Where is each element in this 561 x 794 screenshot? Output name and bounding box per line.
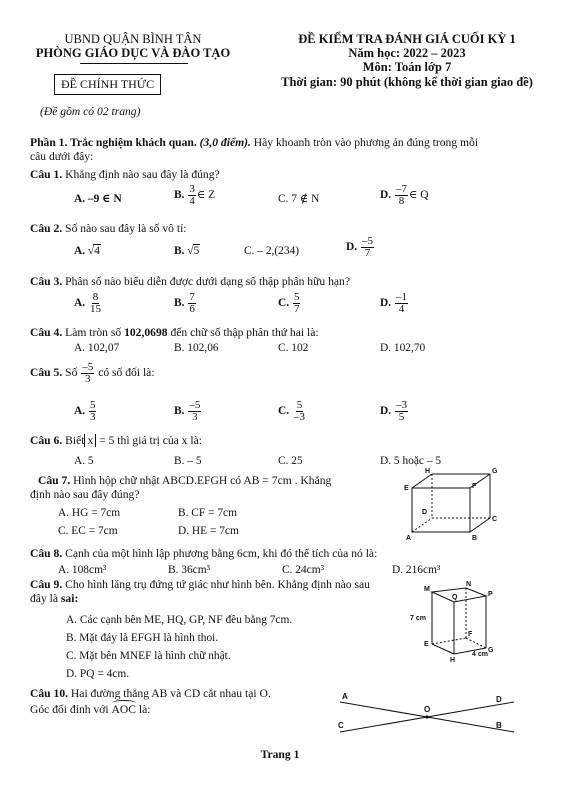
- q2-option-b[interactable]: B. √5: [174, 245, 200, 257]
- svg-text:D: D: [422, 509, 428, 516]
- part1-title: Phần 1. Trắc nghiệm khách quan.: [30, 136, 197, 149]
- svg-text:A: A: [406, 535, 412, 542]
- q3-option-a[interactable]: A. $\frac{8}{15}$: [74, 291, 101, 315]
- svg-text:H: H: [425, 468, 431, 475]
- header-divider: [80, 63, 188, 64]
- q7-option-d[interactable]: D. HE = 7cm: [178, 525, 239, 537]
- question-7-cont: định nào sau đây đúng?: [30, 488, 140, 501]
- q4-option-d[interactable]: D. 102,70: [380, 342, 426, 354]
- q6-option-d[interactable]: D. 5 hoặc – 5: [380, 455, 442, 467]
- svg-text:O: O: [424, 705, 431, 714]
- q5-option-a[interactable]: A. $\frac{5}{3}$: [74, 399, 96, 423]
- q6-option-a[interactable]: A. 5: [74, 455, 94, 467]
- q4-option-a[interactable]: A. 102,07: [74, 342, 120, 354]
- svg-text:G: G: [492, 468, 498, 475]
- question-9: Câu 9. Cho hình lăng trụ đứng tứ giác như hình bên. Khẳng định nào sau: [30, 578, 370, 591]
- svg-text:H: H: [450, 657, 456, 664]
- question-8: Câu 8. Cạnh của một hình lập phương bằng 6cm, khi đó thể tích của nó là:: [30, 547, 378, 560]
- official-badge: ĐỀ CHÍNH THỨC: [54, 74, 161, 95]
- q1-option-b[interactable]: B. $\frac{3}{4}$ ∈ Z: [174, 183, 216, 207]
- svg-text:M: M: [424, 586, 430, 593]
- part1-instruction: Hãy khoanh tròn vào phương án đúng trong mỗi: [253, 136, 479, 149]
- question-10: Câu 10. Hai đường thẳng AB và CD cắt nhau tại O.: [30, 687, 271, 700]
- svg-text:C: C: [338, 721, 344, 730]
- question-1: Câu 1. Khẳng định nào sau đây là đúng?: [30, 168, 220, 181]
- svg-text:G: G: [488, 647, 494, 654]
- question-9-cont: đây là sai:: [30, 592, 79, 605]
- question-5: Câu 5. Số $\frac{-5}{3}$ có số đối là:: [30, 361, 155, 385]
- svg-text:Q: Q: [452, 594, 458, 601]
- svg-text:7 cm: 7 cm: [410, 615, 426, 622]
- q5-option-c[interactable]: C. $\frac{5}{-3}$: [278, 399, 305, 423]
- q1-option-c[interactable]: C. 7 ∉ N: [278, 193, 320, 205]
- q2-option-a[interactable]: A. √4: [74, 245, 100, 257]
- page-number: Trang 1: [260, 748, 300, 761]
- q1-option-d[interactable]: D. $\frac{-7}{8}$ ∈ Q: [380, 183, 429, 207]
- svg-text:B: B: [496, 721, 502, 730]
- q3-option-b[interactable]: B. $\frac{7}{6}$: [174, 291, 195, 315]
- svg-text:4 cm: 4 cm: [472, 651, 488, 658]
- q9-option-d[interactable]: D. PQ = 4cm.: [66, 668, 130, 680]
- q8-option-b[interactable]: B. 36cm³: [168, 564, 211, 576]
- svg-text:F: F: [472, 483, 477, 490]
- exam-duration: Thời gian: 90 phút (không kể thời gian giao đề): [281, 75, 533, 89]
- q4-option-b[interactable]: B. 102,06: [174, 342, 219, 354]
- cuboid-figure: [398, 466, 500, 542]
- q3-option-d[interactable]: D. $\frac{-1}{4}$: [380, 291, 407, 315]
- svg-text:E: E: [404, 485, 409, 492]
- q9-option-c[interactable]: C. Mặt bên MNEF là hình chữ nhật.: [66, 650, 231, 662]
- q8-option-c[interactable]: C. 24cm³: [282, 564, 325, 576]
- exam-title: ĐỀ KIỂM TRA ĐÁNH GIÁ CUỐI KỲ 1: [298, 32, 516, 46]
- school-year: Năm học: 2022 – 2023: [348, 46, 466, 60]
- svg-text:D: D: [496, 695, 502, 704]
- q7-option-b[interactable]: B. CF = 7cm: [178, 507, 237, 519]
- q3-option-c[interactable]: C. $\frac{5}{7}$: [278, 291, 300, 315]
- svg-text:P: P: [488, 591, 493, 598]
- q9-option-b[interactable]: B. Mặt đáy là EFGH là hình thoi.: [66, 632, 219, 644]
- svg-text:C: C: [492, 516, 498, 523]
- part1-instruction-cont: câu dưới đây:: [30, 150, 94, 163]
- department-name: UBND QUẬN BÌNH TÂN: [64, 32, 202, 46]
- intersecting-lines-figure: [330, 690, 524, 738]
- q8-option-a[interactable]: A. 108cm³: [58, 564, 107, 576]
- q6-option-b[interactable]: B. – 5: [174, 455, 202, 467]
- q2-option-d[interactable]: D. $\frac{-5}{7}$: [346, 235, 373, 259]
- subject: Môn: Toán lớp 7: [362, 60, 452, 74]
- q7-option-a[interactable]: A. HG = 7cm: [58, 507, 121, 519]
- question-7: Câu 7. Hình hộp chữ nhật ABCD.EFGH có AB = 7cm . Khẳng: [38, 474, 332, 487]
- prism-figure: [404, 580, 506, 664]
- q6-option-c[interactable]: C. 25: [278, 455, 303, 467]
- q2-option-c[interactable]: C. – 2,(234): [244, 245, 300, 257]
- pages-note: (Đề gồm có 02 trang): [40, 105, 141, 118]
- svg-text:B: B: [472, 535, 478, 542]
- question-4: Câu 4. Làm tròn số 102,0698 đến chữ số thập phân thứ hai là:: [30, 326, 319, 339]
- q4-option-c[interactable]: C. 102: [278, 342, 309, 354]
- q1-option-a[interactable]: A. –9 ∈ N: [74, 193, 122, 205]
- question-10-cont: Góc đối đỉnh với AOC là:: [30, 703, 151, 716]
- q5-option-d[interactable]: D. $\frac{-3}{5}$: [380, 399, 407, 423]
- question-3: Câu 3. Phân số nào biểu diễn được dưới dạng số thập phân hữu hạn?: [30, 275, 350, 288]
- part1-points: (3,0 điểm).: [199, 136, 251, 149]
- svg-text:A: A: [342, 692, 348, 701]
- svg-text:F: F: [468, 631, 473, 638]
- office-name: PHÒNG GIÁO DỤC VÀ ĐÀO TẠO: [35, 46, 231, 60]
- question-6: Câu 6. Biết x = 5 thì giá trị của x là:: [30, 434, 202, 447]
- q5-option-b[interactable]: B. $\frac{-5}{3}$: [174, 399, 201, 423]
- q7-option-c[interactable]: C. EC = 7cm: [58, 525, 118, 537]
- q8-option-d[interactable]: D. 216cm³: [392, 564, 441, 576]
- part1-heading: [30, 136, 478, 150]
- svg-text:E: E: [424, 641, 429, 648]
- q9-option-a[interactable]: A. Các cạnh bên ME, HQ, GP, NF đều bằng 7cm.: [66, 614, 293, 626]
- question-2: Câu 2. Số nào sau đây là số vô tỉ:: [30, 222, 187, 235]
- svg-text:N: N: [466, 581, 472, 588]
